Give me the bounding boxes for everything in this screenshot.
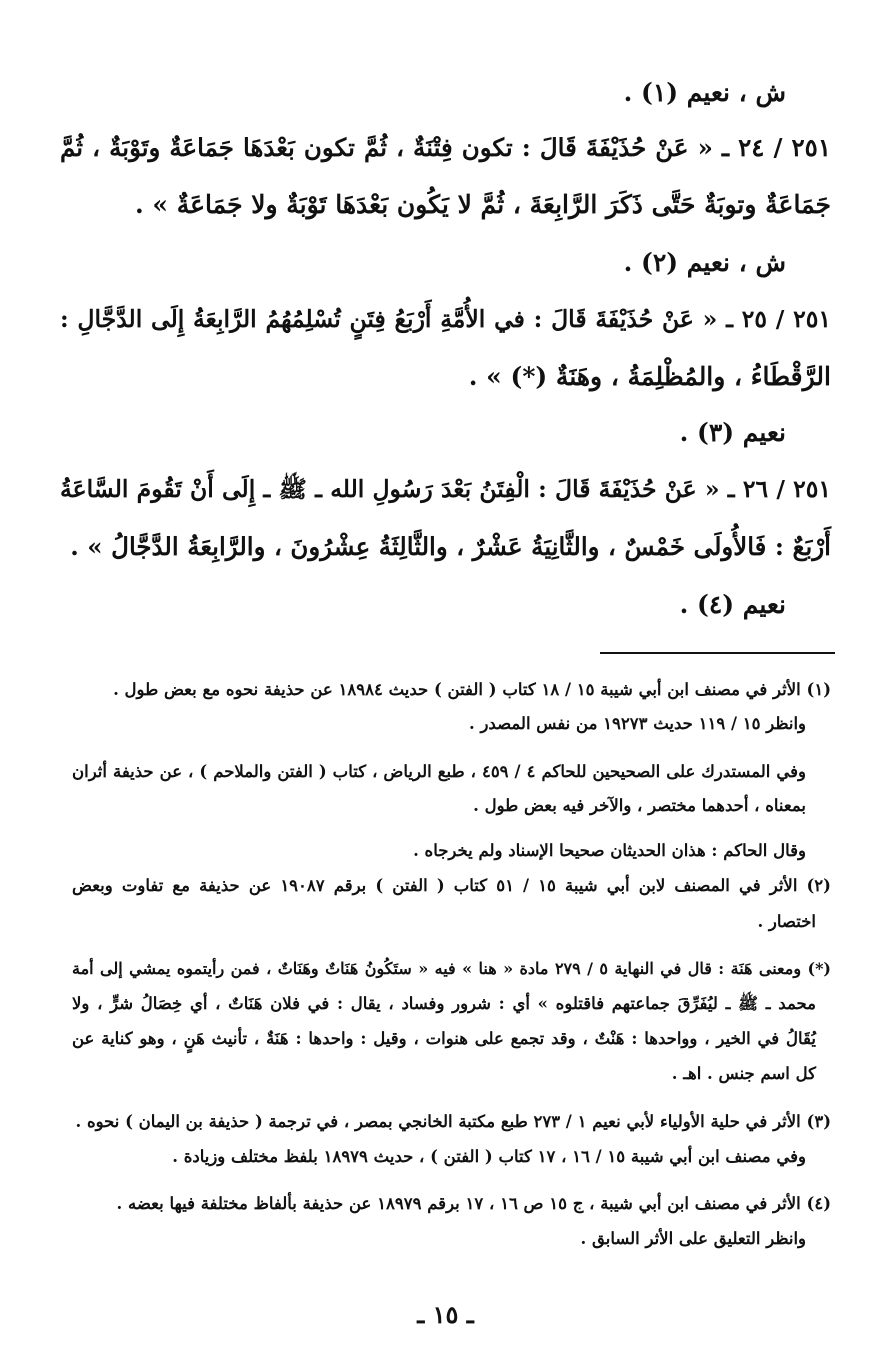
footnote-line-11: كل اسم جنس . اهـ . (671, 1064, 816, 1083)
main-line-6: الرَّقْطَاءُ ، والمُظْلِمَةُ ، وهَنَةٌ (*) » . (468, 362, 831, 391)
footnote-line-7: اختصار . (757, 912, 816, 931)
main-line-9: أَرْبَعٌ : فَالأُولَى خَمْسٌ ، والثَّانِيَةُ عَشْرٌ ، والثَّالِثَةُ عِشْرُونَ ، والرَّابِعَةُ الدَّجَّالُ » . (70, 532, 831, 561)
footnote-line-9: محمد ـ ﷺ ـ ليُفَرِّقَ جماعتهم فاقتلوه » أي : شرور وفساد ، يقال : في فلان هَنَاتٌ ، أي خِصَالُ شرٍّ ، ولا (72, 994, 816, 1013)
footnote-line-2: وانظر ١٥ / ١١٩ حديث ١٩٢٧٣ من نفس المصدر . (468, 714, 806, 733)
footnote-line-3: وفي المستدرك على الصحيحين للحاكم ٤ / ٤٥٩ ، طبع الرياض ، كتاب ( الفتن والملاحم ) ، عن حذيفة أثران (72, 762, 807, 781)
footnote-line-4: بمعناه ، أحدهما مختصر ، والآخر فيه بعض طول . (473, 796, 806, 815)
footnote-line-13: وفي مصنف ابن أبي شيبة ١٥ / ١٦ ، ١٧ كتاب ( الفتن ) ، حديث ١٨٩٧٩ بلفظ مختلف وزيادة . (172, 1147, 806, 1166)
footnote-line-1: (١) الأثر في مصنف ابن أبي شيبة ١٥ / ١٨ كتاب ( الفتن ) حديث ١٨٩٨٤ عن حذيفة نحوه مع بعض طول . (113, 680, 831, 699)
main-line-4: ش ، نعيم (٢) . (623, 248, 786, 277)
main-line-3: جَمَاعَةٌ وتوبَةٌ حَتَّى ذَكَرَ الرَّابِعَةَ ، ثُمَّ لا يَكُون بَعْدَهَا تَوْبَةٌ ولا جَمَاعَةٌ » . (134, 190, 831, 219)
main-line-7: نعيم (٣) . (679, 418, 786, 447)
footnote-line-12: (٣) الأثر في حلية الأولياء لأبي نعيم ١ / ٢٧٣ طبع مكتبة الخانجي بمصر ، في ترجمة ( حذيفة بن اليمان ) نحوه . (75, 1112, 831, 1131)
footnote-line-10: يُقَالُ في الخير ، وواحدها : هَنْتٌ ، وقد تجمع على هنوات ، وقيل : واحدها : هَنَةٌ ، تأنيث هَنٍ ، وهو كناية عن (72, 1029, 816, 1048)
main-line-5: ٢٥١ / ٢٥ ـ « عَنْ حُذَيْفَةَ قَالَ : في الأُمَّةِ أَرْبَعُ فِتَنٍ تُسْلِمُهُمُ الرَّابِعَةُ إِلَى الدَّجَّالِ : (60, 305, 831, 333)
main-line-8: ٢٥١ / ٢٦ ـ « عَنْ حُذَيْفَةَ قَالَ : الْفِتَنُ بَعْدَ رَسُولِ الله ـ ﷺ ـ إِلَى أَنْ تَقُومَ السَّاعَةُ (60, 475, 831, 503)
main-line-1: ش ، نعيم (١) . (623, 78, 786, 107)
footnote-line-14: (٤) الأثر في مصنف ابن أبي شيبة ، ج ١٥ ص ١٦ ، ١٧ برقم ١٨٩٧٩ عن حذيفة بألفاظ مختلفة فيها بعضه . (116, 1194, 831, 1213)
footnote-divider (600, 652, 835, 654)
footnote-line-8: (*) ومعنى هَنَة : قال في النهاية ٥ / ٢٧٩ مادة « هنا » فيه « ستَكُونُ هَنَاتٌ وهَنَاتٌ ، فمن رأيتموه يمشي إلى أمة (72, 959, 832, 978)
footnote-line-5: وقال الحاكم : هذان الحديثان صحيحا الإسناد ولم يخرجاه . (413, 841, 806, 860)
main-line-10: نعيم (٤) . (679, 590, 786, 619)
footnote-line-15: وانظر التعليق على الأثر السابق . (580, 1229, 806, 1248)
main-line-2: ٢٥١ / ٢٤ ـ « عَنْ حُذَيْفَةَ قَالَ : تكون فِتْنَةٌ ، ثُمَّ تكون بَعْدَهَا جَمَاعَةٌ وتَوْبَةٌ ، ثُمَّ (60, 133, 831, 162)
footnote-line-6: (٢) الأثر في المصنف لابن أبي شيبة ١٥ / ٥١ كتاب ( الفتن ) برقم ١٩٠٨٧ عن حذيفة مع تفاوت وبعض (72, 876, 831, 895)
page-number: ـ ١٥ ـ (417, 1300, 474, 1329)
